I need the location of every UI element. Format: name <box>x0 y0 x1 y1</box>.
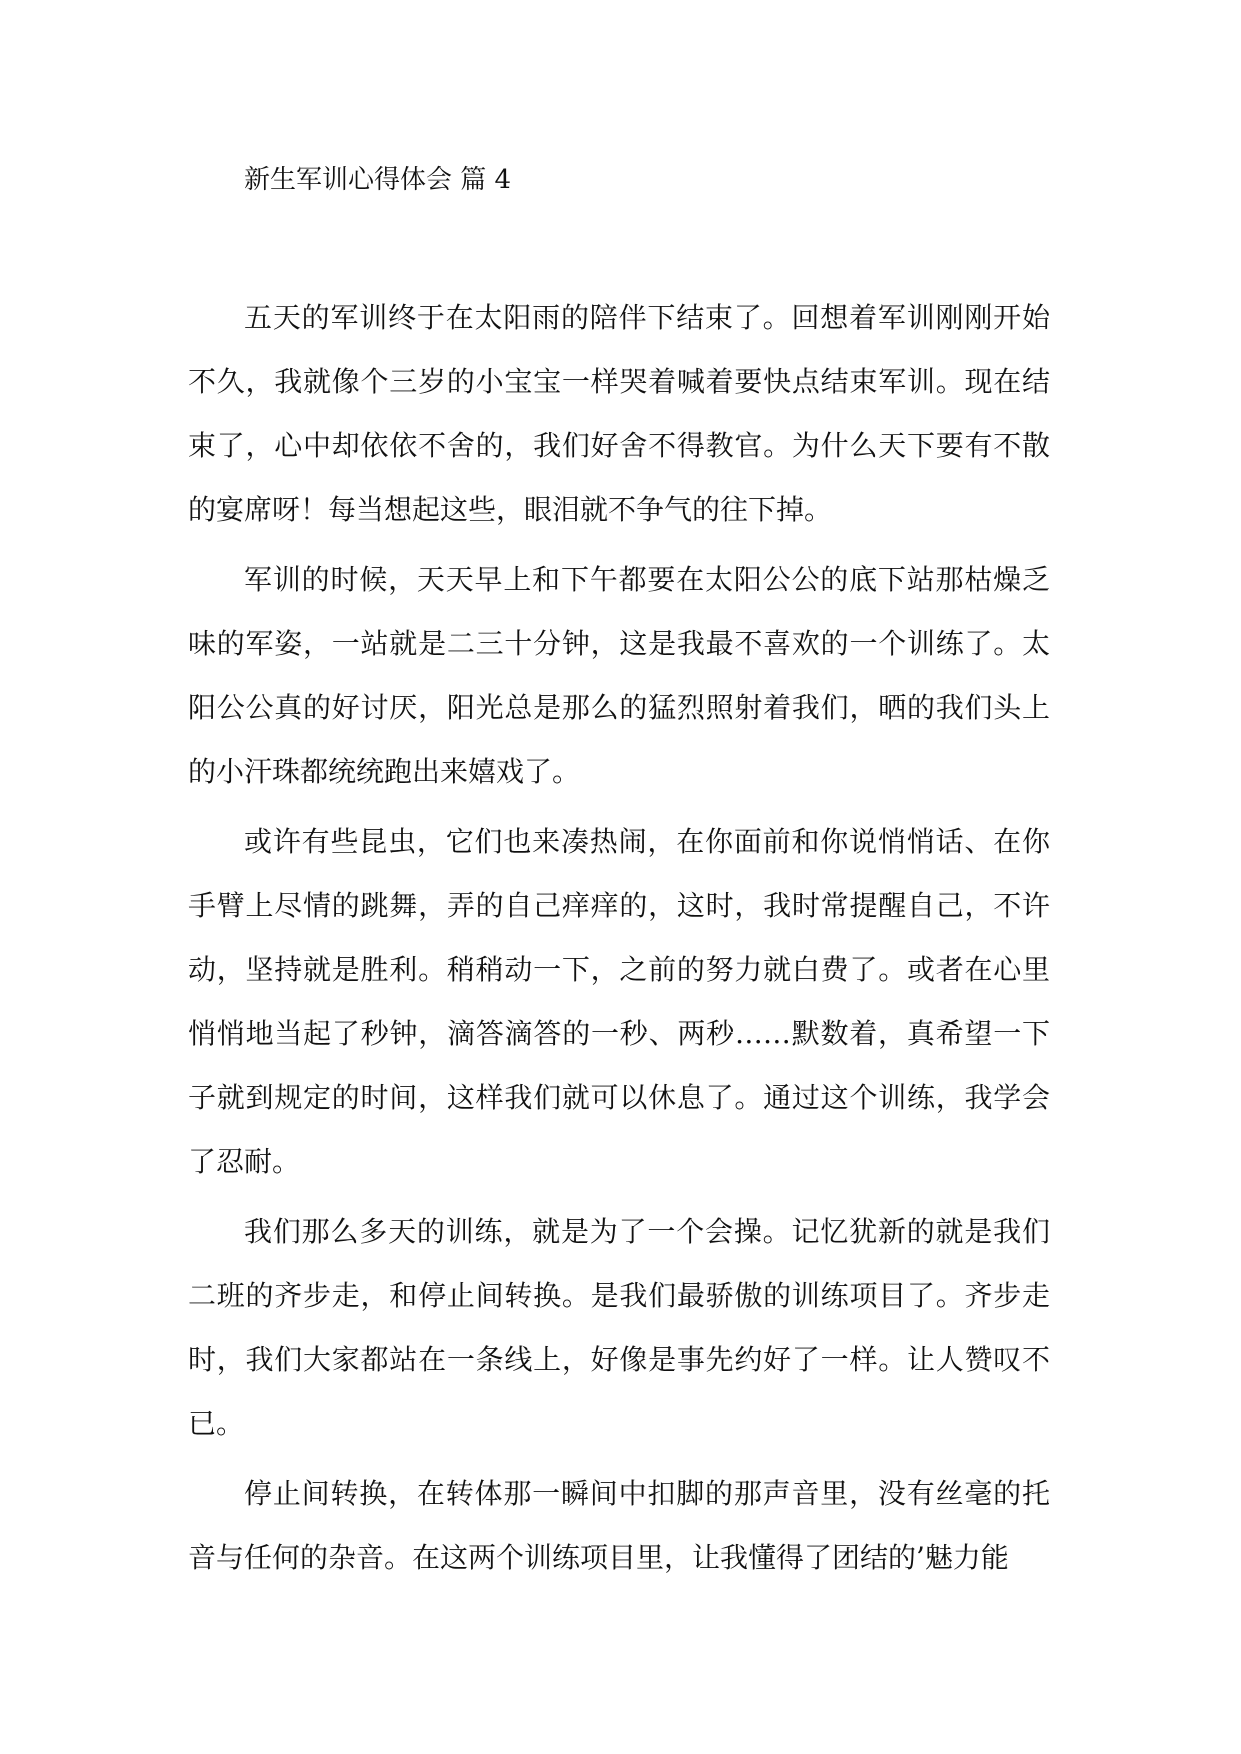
document-body <box>188 286 1050 1596</box>
paragraph: 五天的军训终于在太阳雨的陪伴下结束了。回想着军训刚刚开始不久，我就像个三岁的小宝宝一样哭着喊着要快点结束军训。现在结束了，心中却依依不舍的，我们好舍不得教官。为什么天下要有不散的宴席呀！每当想起这些，眼泪就不争气的往下掉。 <box>188 301 1050 526</box>
paragraph: 停止间转换，在转体那一瞬间中扣脚的那声音里，没有丝毫的托音与任何的杂音。在这两个训练项目里，让我懂得了团结的’魅力能 <box>188 1477 1050 1574</box>
paragraph: 或许有些昆虫，它们也来凑热闹，在你面前和你说悄悄话、在你手臂上尽情的跳舞，弄的自己痒痒的，这时，我时常提醒自己，不许动，坚持就是胜利。稍稍动一下，之前的努力就白费了。或者在心里悄悄地当起了秒钟，滴答滴答的一秒、两秒……默数着，真希望一下子就到规定的时间，这样我们就可以休息了。通过这个训练，我学会了忍耐。 <box>188 825 1050 1178</box>
document-title: 新生军训心得体会 篇 4 <box>244 165 512 195</box>
paragraph: 军训的时候，天天早上和下午都要在太阳公公的底下站那枯燥乏味的军姿，一站就是二三十分钟，这是我最不喜欢的一个训练了。太阳公公真的好讨厌，阳光总是那么的猛烈照射着我们，晒的我们头上的小汗珠都统统跑出来嬉戏了。 <box>188 563 1050 788</box>
paragraph: 我们那么多天的训练，就是为了一个会操。记忆犹新的就是我们二班的齐步走，和停止间转换。是我们最骄傲的训练项目了。齐步走时，我们大家都站在一条线上，好像是事先约好了一样。让人赞叹不已。 <box>188 1215 1050 1440</box>
